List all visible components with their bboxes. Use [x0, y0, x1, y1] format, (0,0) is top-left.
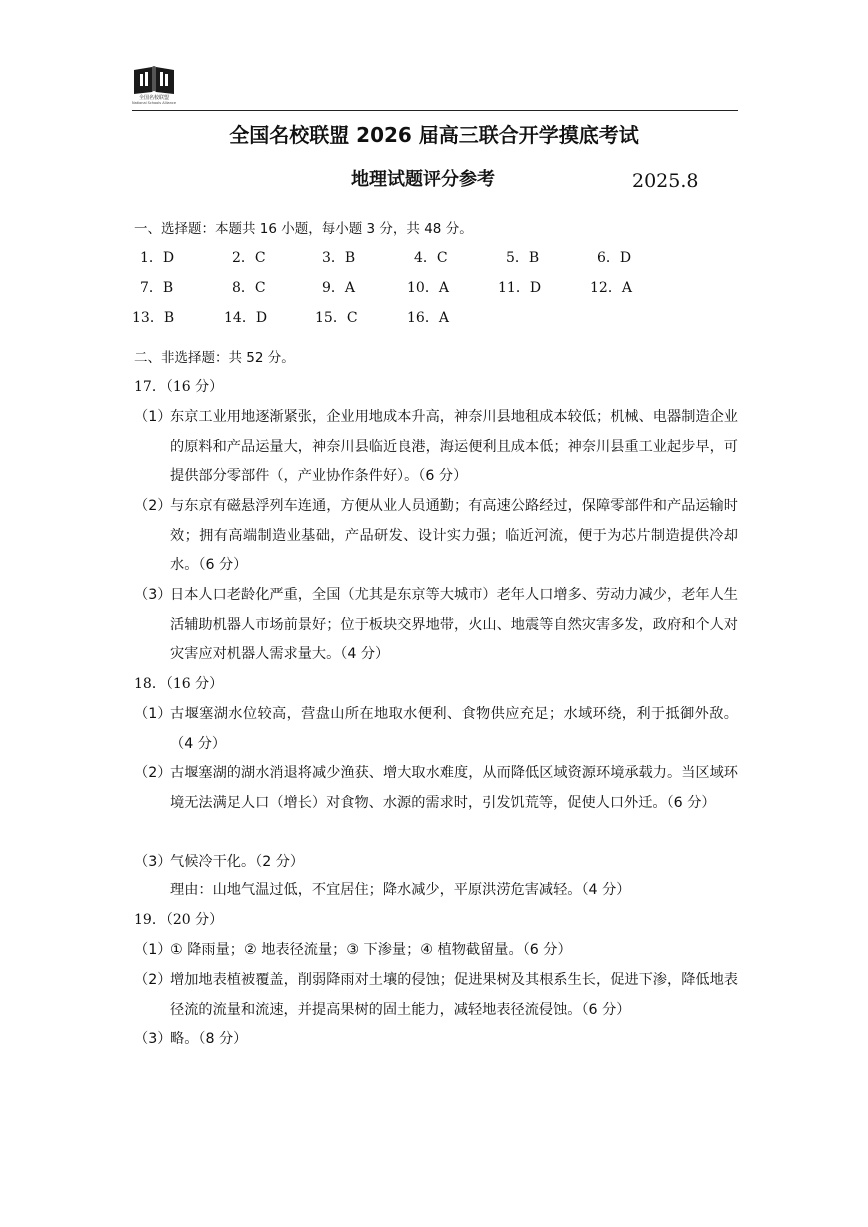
part-number: （1）	[134, 942, 172, 958]
section2-heading: 二、非选择题：共 52 分。	[134, 350, 295, 366]
part-number: （2）	[134, 972, 172, 988]
part-number: （2）	[134, 498, 172, 514]
part-answer: 古堰塞湖的湖水消退将减少渔获、增大取水难度，从而降低区域资源环境承载力。当区域环境无法满足人口（增长）对食物、水源的需求时，引发饥荒等，促使人口外迁。（6 分）	[170, 765, 738, 811]
mc-answer: 6．D	[597, 250, 632, 266]
q17-part-2	[134, 492, 738, 581]
part-answer: 略。（8 分）	[170, 1031, 248, 1047]
exam-subtitle: 地理试题评分参考	[351, 169, 495, 190]
part-number: （1）	[134, 706, 172, 722]
q17-part-3	[134, 581, 738, 670]
mc-answer: 13．B	[132, 310, 175, 326]
mc-answer: 7．B	[140, 280, 174, 296]
part-number: （1）	[134, 409, 172, 425]
mc-answer: 1．D	[140, 250, 175, 266]
q19-part-3	[134, 1025, 738, 1055]
q17-part-1	[134, 403, 738, 492]
part-answer: 气候冷干化。（2 分）	[170, 854, 305, 870]
mc-answer: 11．D	[498, 280, 542, 296]
section1-heading: 一、选择题：本题共 16 小题，每小题 3 分，共 48 分。	[134, 221, 473, 237]
part-answer: 东京工业用地逐渐紧张，企业用地成本升高，神奈川县地租成本较低；机械、电器制造企业的原料和产品运量大，神奈川县临近良港，海运便利且成本低；神奈川县重工业起步早，可提供部分零部件（，产业协作条件好）。（6 分）	[170, 409, 738, 485]
part-answer: 古堰塞湖水位较高，营盘山所在地取水便利、食物供应充足；水域环绕，利于抵御外敌。（4 分）	[170, 706, 738, 752]
q18-part-2	[134, 759, 738, 818]
question-17-heading: 17．（16 分）	[134, 379, 224, 395]
part-number: （3）	[134, 1031, 172, 1047]
mc-answer: 5．B	[506, 250, 540, 266]
mc-answer: 16．A	[407, 310, 449, 326]
part-number: （3）	[134, 854, 172, 870]
logo-caption: 全国名校联盟	[138, 95, 169, 101]
q18-part-3	[134, 848, 738, 878]
part-answer: ① 降雨量；② 地表径流量；③ 下渗量；④ 植物截留量。（6 分）	[170, 942, 572, 958]
mc-answer: 10．A	[407, 280, 449, 296]
mc-answer: 14．D	[224, 310, 268, 326]
exam-title: 全国名校联盟 2026 届高三联合开学摸底考试	[229, 123, 639, 147]
mc-answer: 12．A	[590, 280, 632, 296]
question-19-heading: 19．（20 分）	[134, 912, 224, 928]
header-divider	[132, 110, 738, 111]
mc-answer: 3．B	[322, 250, 356, 266]
question-18-heading: 18．（16 分）	[134, 676, 224, 692]
part-number: （2）	[134, 765, 172, 781]
mc-answer: 15．C	[315, 310, 358, 326]
mc-answer: 4．C	[414, 250, 448, 266]
mc-answer: 9．A	[322, 280, 356, 296]
q19-part-1	[134, 936, 738, 966]
exam-date: 2025.8	[632, 170, 699, 192]
q18-part-1	[134, 700, 738, 759]
part-number: （3）	[134, 587, 172, 603]
part-answer: 与东京有磁悬浮列车连通，方便从业人员通勤；有高速公路经过，保障零部件和产品运输时效；拥有高端制造业基础，产品研发、设计实力强；临近河流，便于为芯片制造提供冷却水。（6 分）	[170, 498, 738, 574]
logo-subcaption: National Schools Alliance	[131, 101, 176, 105]
part-answer: 增加地表植被覆盖，削弱降雨对土壤的侵蚀；促进果树及其根系生长，促进下渗，降低地表径流的流量和流速，并提高果树的固土能力，减轻地表径流侵蚀。（6 分）	[170, 972, 738, 1018]
mc-answer: 8．C	[232, 280, 266, 296]
q19-part-2	[134, 966, 738, 1025]
q18-reason: 理由：山地气温过低，不宜居住；降水减少，平原洪涝危害减轻。（4 分）	[170, 882, 631, 898]
mc-answer: 2．C	[232, 250, 266, 266]
part-answer: 日本人口老龄化严重，全国（尤其是东京等大城市）老年人口增多、劳动力减少，老年人生活辅助机器人市场前景好；位于板块交界地带，火山、地震等自然灾害多发，政府和个人对灾害应对机器人需求量大。（4 分）	[170, 587, 738, 663]
